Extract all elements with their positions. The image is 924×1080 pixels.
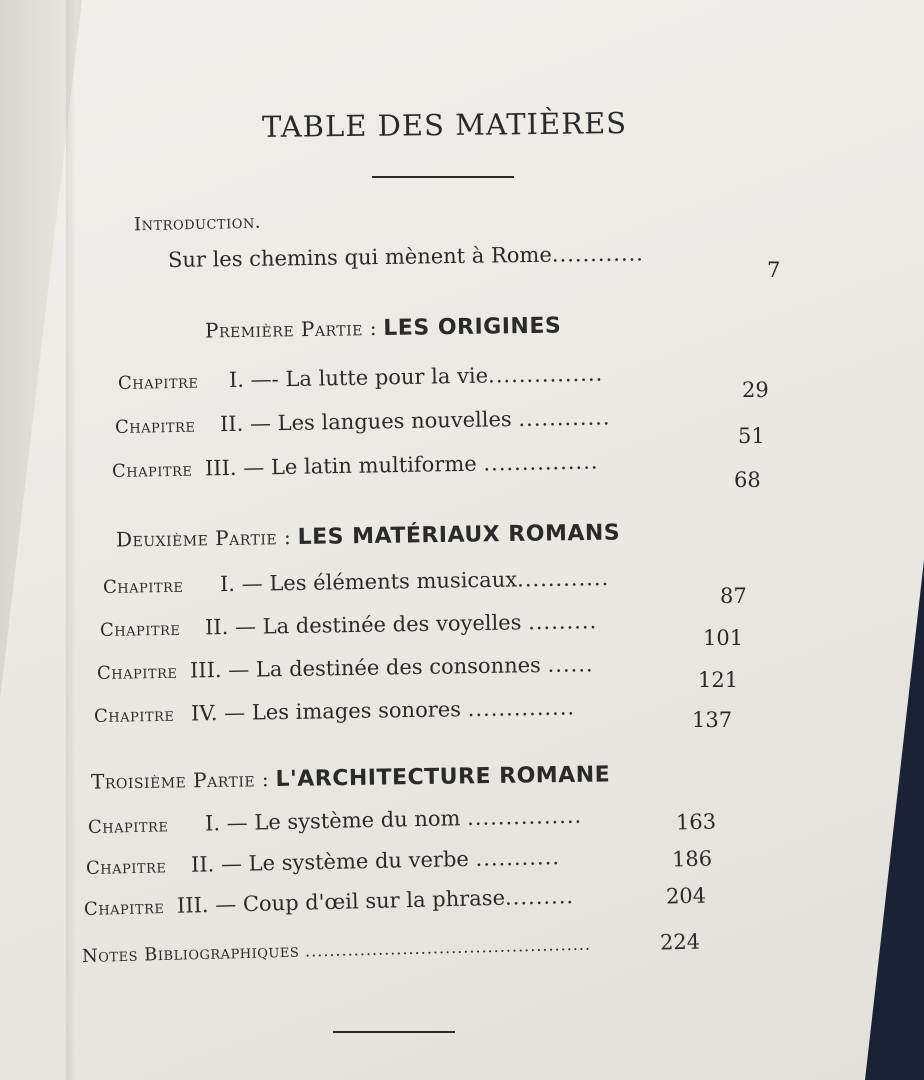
- chapter-title: Coup d'œil sur la phrase: [242, 885, 506, 917]
- title-rule: [372, 176, 514, 178]
- chapter-entry: [112, 450, 599, 482]
- chapter-title: La lutte pour la vie: [285, 363, 489, 392]
- chapter-prefix: Chapitre: [114, 415, 196, 438]
- page-number: 68: [734, 468, 761, 492]
- leader-dots: ......: [547, 652, 594, 677]
- page-number: 224: [659, 929, 701, 955]
- leader-dots: ...............: [487, 361, 604, 388]
- chapter-entry: [103, 566, 610, 598]
- part-name: L'ARCHITECTURE ROMANE: [275, 762, 611, 793]
- chapter-entry: [100, 609, 598, 641]
- leader-dots: ...........: [475, 845, 561, 871]
- chapter-prefix: Chapitre: [102, 575, 184, 598]
- part-name: LES MATÉRIAUX ROMANS: [297, 520, 621, 550]
- chapter-entry: [94, 695, 575, 727]
- chapter-dash: —: [228, 657, 250, 682]
- chapter-dash: —: [226, 810, 248, 836]
- chapter-entry: [86, 845, 560, 879]
- page-number: 101: [703, 626, 744, 650]
- chapter-dash: —: [223, 700, 246, 725]
- chapter-title: Le système du nom: [254, 806, 461, 835]
- notes-label: Notes Bibliographiques: [81, 940, 300, 967]
- chapter-title: La destinée des consonnes: [255, 653, 542, 682]
- page-number: 29: [742, 378, 769, 402]
- chapter-prefix: Chapitre: [87, 815, 169, 838]
- chapter-number: I.: [228, 367, 245, 393]
- chapter-entry: [84, 884, 575, 920]
- leader-dots: ............: [551, 241, 645, 267]
- part-label: Deuxième Partie :: [115, 525, 292, 552]
- chapter-title: Le latin multiforme: [270, 451, 477, 480]
- chapter-dash: —: [243, 455, 265, 480]
- chapter-number: II.: [190, 852, 215, 877]
- chapter-number: I.: [204, 811, 221, 836]
- part-heading: [116, 520, 620, 552]
- chapter-dash: —: [249, 411, 272, 436]
- chapter-number: II.: [219, 411, 244, 437]
- page-number: 186: [671, 846, 713, 872]
- leader-dots: .........: [527, 609, 598, 635]
- chapter-dash: —: [220, 851, 243, 877]
- chapter-number: III.: [176, 892, 209, 918]
- part-name: LES ORIGINES: [383, 313, 562, 341]
- part-label: Troisième Partie :: [90, 767, 270, 794]
- leader-dots: ...............................................: [304, 934, 592, 961]
- chapter-title: Les langues nouvelles: [277, 407, 512, 436]
- part-label: Première Partie :: [204, 316, 378, 343]
- chapter-dash: —-: [250, 367, 279, 392]
- chapter-title: Les images sonores: [251, 697, 462, 725]
- chapter-entry: [88, 804, 583, 838]
- part-heading: [205, 314, 562, 344]
- chapter-prefix: Chapitre: [96, 661, 178, 684]
- chapter-title: Les éléments musicaux: [269, 567, 518, 596]
- chapter-dash: —: [241, 571, 263, 596]
- page-number: 51: [738, 424, 765, 448]
- leader-dots: ...............: [483, 449, 599, 476]
- page-title: TABLE DES MATIÈRES: [261, 106, 628, 144]
- leader-dots: ............: [516, 566, 610, 592]
- chapter-prefix: Chapitre: [99, 618, 181, 641]
- leader-dots: ............: [518, 405, 611, 431]
- chapter-prefix: Chapitre: [111, 459, 193, 482]
- page-number: 137: [692, 708, 733, 732]
- chapter-dash: —: [234, 614, 257, 639]
- closing-rule: [333, 1031, 455, 1033]
- chapter-number: III.: [204, 455, 237, 481]
- introduction-entry: [168, 241, 644, 272]
- leader-dots: ...............: [466, 803, 583, 831]
- chapter-prefix: Chapitre: [85, 856, 167, 879]
- page-number: 204: [665, 883, 707, 909]
- entry-title: Sur les chemins qui mènent à Rome: [167, 242, 552, 272]
- page-number: 163: [675, 809, 717, 835]
- part-heading: [91, 762, 611, 794]
- chapter-number: I.: [219, 571, 236, 597]
- leader-dots: .........: [504, 884, 575, 910]
- notes-entry: [82, 934, 591, 967]
- chapter-entry: [115, 405, 611, 438]
- chapter-entry: [97, 652, 594, 684]
- chapter-title: Le système du verbe: [248, 846, 470, 876]
- chapter-prefix: Chapitre: [93, 704, 175, 727]
- chapter-number: IV.: [190, 701, 218, 726]
- page-number: 121: [698, 668, 739, 692]
- page-number: 87: [720, 584, 747, 608]
- introduction-label: Introduction.: [133, 211, 262, 236]
- chapter-title: La destinée des voyelles: [262, 610, 522, 639]
- page-number: 7: [767, 258, 781, 282]
- chapter-prefix: Chapitre: [83, 897, 165, 920]
- chapter-number: II.: [204, 614, 229, 640]
- chapter-dash: —: [214, 892, 237, 917]
- chapter-entry: [118, 362, 604, 394]
- leader-dots: ..............: [467, 695, 576, 722]
- chapter-number: III.: [189, 658, 222, 683]
- chapter-prefix: Chapitre: [117, 371, 199, 394]
